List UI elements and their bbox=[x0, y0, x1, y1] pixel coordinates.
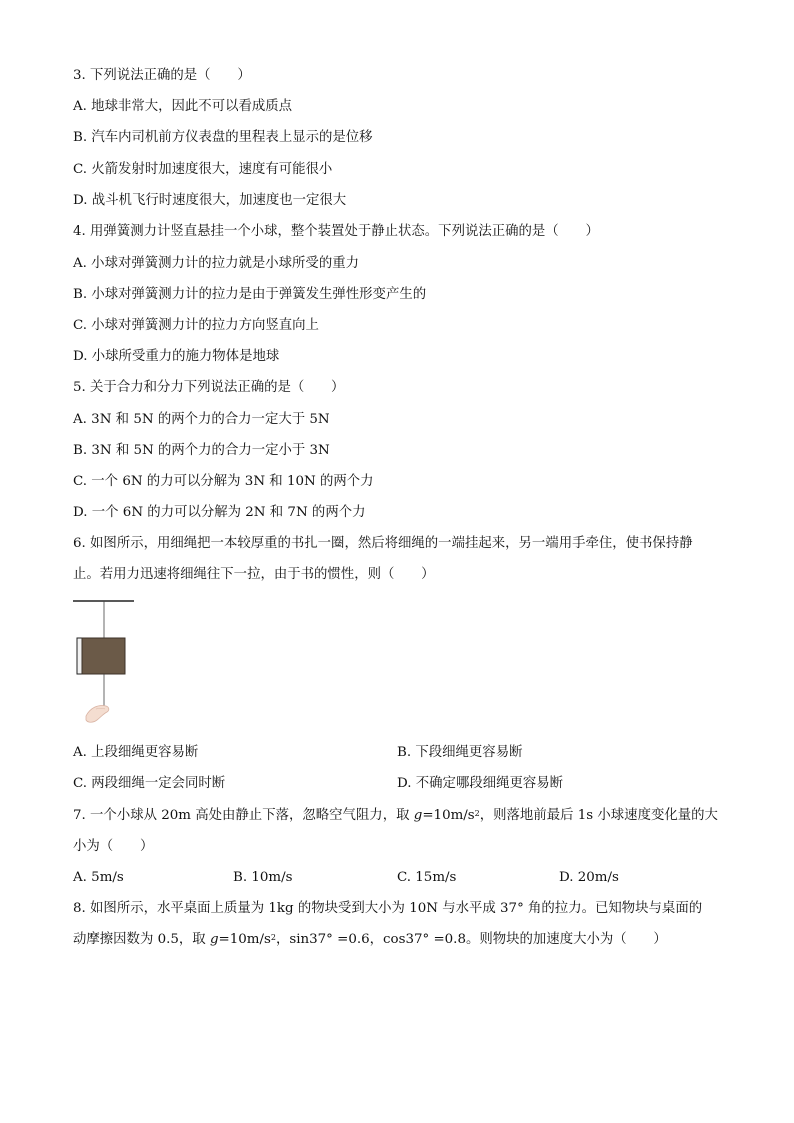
q7-stem-pre: 7. 一个小球从 20m 高处由静止下落，忽略空气阻力，取 bbox=[73, 808, 414, 823]
q4-option-d: D. 小球所受重力的施力物体是地球 bbox=[73, 349, 280, 364]
q4-option-c: C. 小球对弹簧测力计的拉力方向竖直向上 bbox=[73, 318, 319, 333]
q5-option-c: C. 一个 6N 的力可以分解为 3N 和 10N 的两个力 bbox=[73, 474, 374, 489]
q8-g-symbol: g bbox=[209, 932, 219, 947]
q7-stem-post: ，则落地前最后 1s 小球速度变化量的大 bbox=[479, 808, 718, 823]
q6-stem-line2: 止。若用力迅速将细绳往下一拉，由于书的惯性，则（ ） bbox=[73, 567, 435, 582]
q4-option-a: A. 小球对弹簧测力计的拉力就是小球所受的重力 bbox=[73, 256, 359, 271]
q6-option-d: D. 不确定哪段细绳更容易断 bbox=[397, 776, 564, 791]
q7-g-exponent: 2 bbox=[474, 809, 480, 818]
q5-option-b: B. 3N 和 5N 的两个力的合力一定小于 3N bbox=[73, 443, 330, 458]
q6-option-b: B. 下段细绳更容易断 bbox=[397, 745, 523, 760]
q8-stem-post: ，sin37° =0.6，cos37° =0.8。则物块的加速度大小为（ ） bbox=[275, 932, 667, 947]
q8-stem-pre: 动摩擦因数为 0.5，取 bbox=[73, 932, 210, 947]
q3-option-a: A. 地球非常大，因此不可以看成质点 bbox=[73, 99, 293, 114]
q7-option-b: B. 10m/s bbox=[233, 870, 293, 885]
q4-stem: 4. 用弹簧测力计竖直悬挂一个小球，整个装置处于静止状态。下列说法正确的是（ ） bbox=[73, 224, 599, 239]
q8-g-exponent: 2 bbox=[270, 933, 276, 942]
hand-icon bbox=[86, 705, 109, 722]
q8-g-value: =10m/s bbox=[218, 932, 271, 947]
q6-option-c: C. 两段细绳一定会同时断 bbox=[73, 776, 226, 791]
q7-stem-line1 bbox=[73, 807, 718, 825]
q7-option-a: A. 5m/s bbox=[73, 870, 124, 885]
q3-option-c: C. 火箭发射时加速度很大，速度有可能很小 bbox=[73, 162, 333, 177]
q7-g-value: =10m/s bbox=[422, 808, 475, 823]
q5-option-d: D. 一个 6N 的力可以分解为 2N 和 7N 的两个力 bbox=[73, 505, 366, 520]
q5-stem: 5. 关于合力和分力下列说法正确的是（ ） bbox=[73, 380, 345, 395]
q7-stem-line2: 小为（ ） bbox=[73, 839, 154, 854]
q3-option-d: D. 战斗机飞行时速度很大，加速度也一定很大 bbox=[73, 193, 347, 208]
q4-option-b: B. 小球对弹簧测力计的拉力是由于弹簧发生弹性形变产生的 bbox=[73, 287, 427, 302]
q7-option-c: C. 15m/s bbox=[397, 870, 457, 885]
q7-option-d: D. 20m/s bbox=[559, 870, 619, 885]
q7-g-symbol: g bbox=[413, 808, 423, 823]
q6-option-a: A. 上段细绳更容易断 bbox=[73, 745, 199, 760]
q8-stem-line2 bbox=[73, 931, 667, 949]
q3-option-b: B. 汽车内司机前方仪表盘的里程表上显示的是位移 bbox=[73, 130, 373, 145]
q5-option-a: A. 3N 和 5N 的两个力的合力一定大于 5N bbox=[73, 412, 330, 427]
q8-stem-line1: 8. 如图所示，水平桌面上质量为 1kg 的物块受到大小为 10N 与水平成 37° 角的拉力。已知物块与桌面的 bbox=[73, 901, 703, 916]
book-hanging-figure bbox=[72, 596, 138, 728]
q3-stem: 3. 下列说法正确的是（ ） bbox=[73, 68, 251, 83]
q6-stem-line1: 6. 如图所示，用细绳把一本较厚重的书扎一圈，然后将细绳的一端挂起来，另一端用手牵住，使书保持静 bbox=[73, 536, 693, 551]
book-hanging-on-string-icon bbox=[72, 596, 138, 728]
